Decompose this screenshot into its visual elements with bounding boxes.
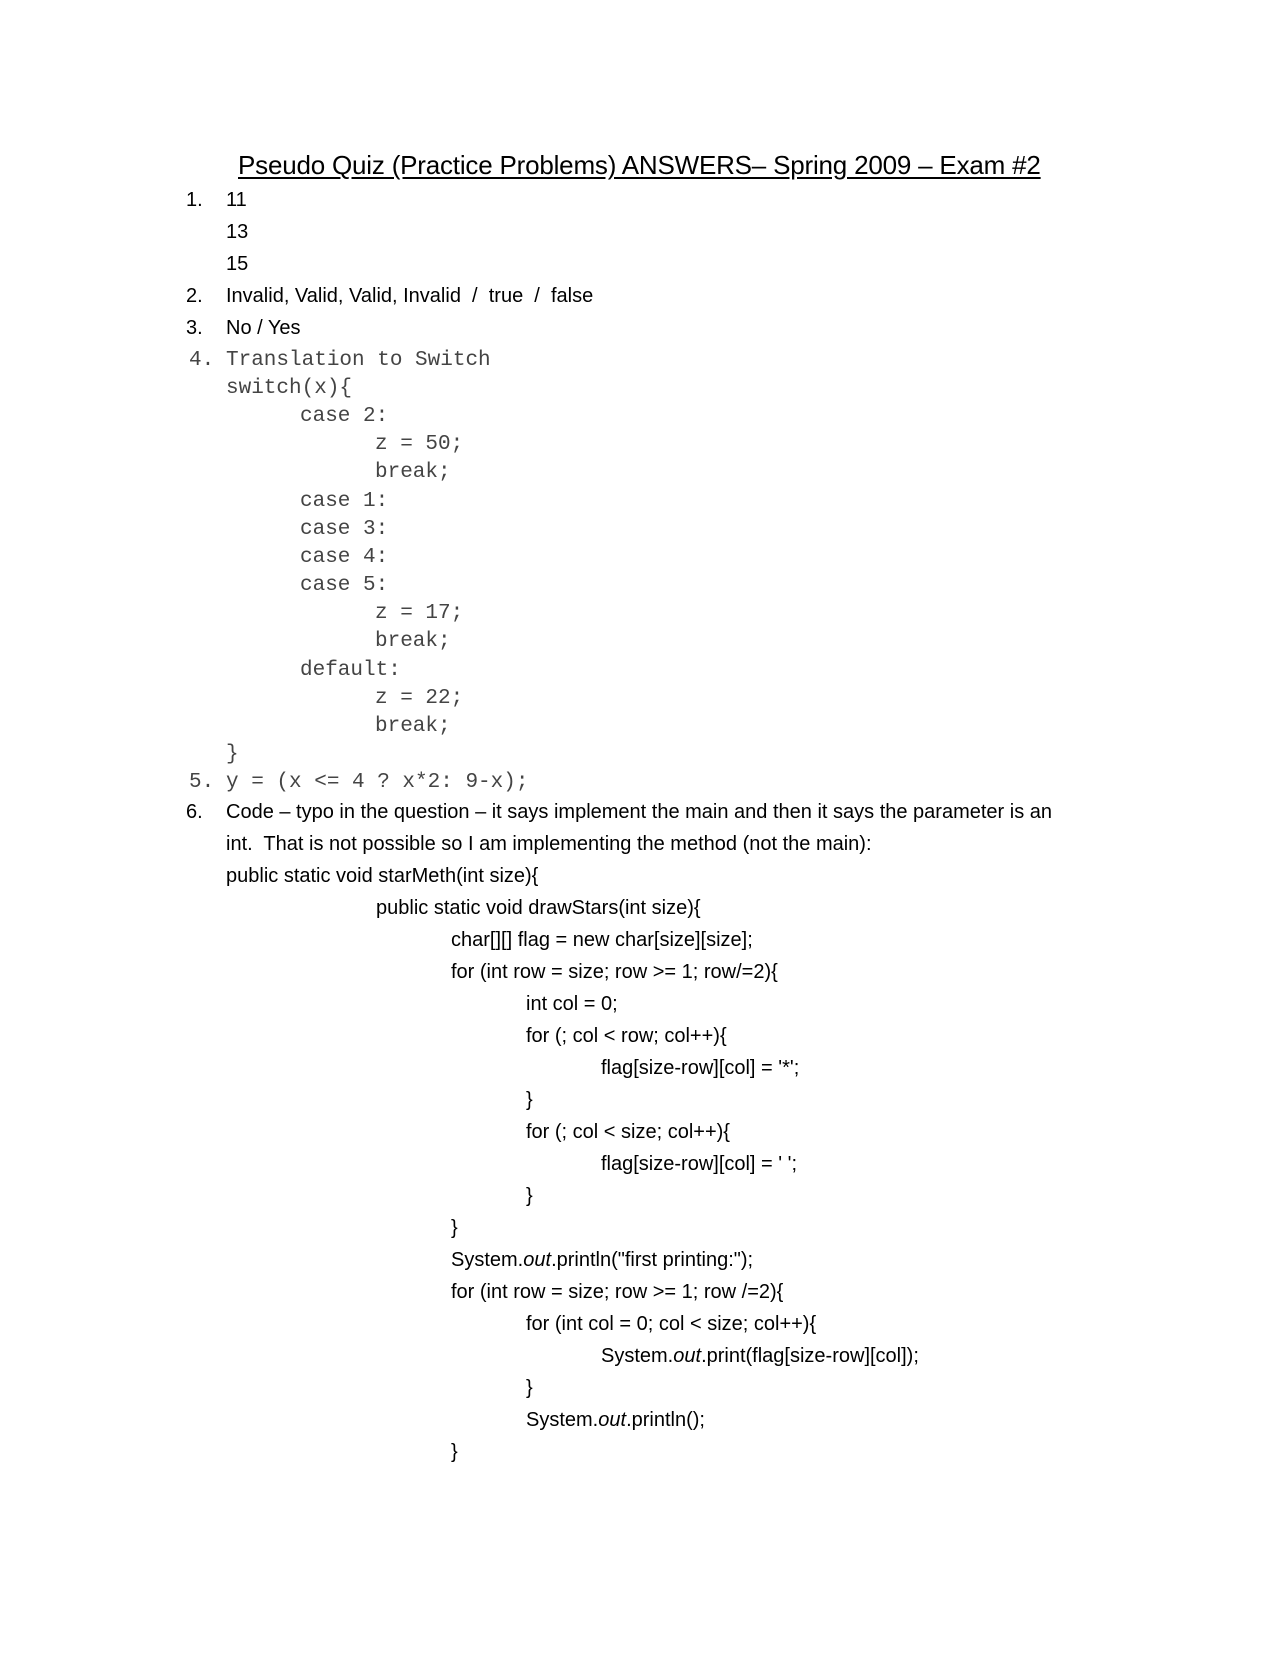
code-line: }	[451, 1217, 458, 1239]
code-line: break;	[375, 715, 451, 738]
code-line: }	[526, 1377, 533, 1399]
code-line: case 3:	[300, 518, 389, 541]
code-line: }	[226, 743, 239, 766]
code-line: }	[451, 1441, 458, 1463]
code-line	[451, 1250, 753, 1270]
code-line: case 1:	[300, 490, 389, 513]
q5-number: 5.	[189, 771, 215, 794]
q2-number: 2.	[186, 285, 203, 307]
code-text: .print(flag[size-row][col]);	[701, 1345, 919, 1367]
code-line: for (; col < row; col++){	[526, 1025, 727, 1047]
code-line: for (int row = size; row >= 1; row/=2){	[451, 961, 778, 983]
code-line: flag[size-row][col] = ' ';	[601, 1153, 798, 1175]
code-line: }	[526, 1185, 533, 1207]
code-line: switch(x){	[226, 377, 353, 400]
q6-intro-line: int. That is not possible so I am implementing the method (not the main):	[226, 833, 872, 855]
code-line: z = 50;	[375, 433, 464, 456]
code-text-italic: out	[673, 1345, 702, 1367]
q4-number: 4.	[189, 349, 215, 372]
code-line: default:	[300, 659, 401, 682]
code-line: char[][] flag = new char[size][size];	[451, 929, 753, 951]
q6-intro-line: Code – typo in the question – it says implement the main and then it says the parameter is an	[226, 801, 1053, 823]
code-line: flag[size-row][col] = '*';	[601, 1057, 800, 1079]
code-line: for (; col < size; col++){	[526, 1121, 730, 1143]
code-line: case 4:	[300, 546, 389, 569]
code-line: }	[526, 1089, 533, 1111]
code-text: System.	[601, 1345, 674, 1367]
code-text: System.	[451, 1249, 524, 1271]
code-line: break;	[375, 630, 451, 653]
q5-answer: y = (x <= 4 ? x*2: 9-x);	[226, 771, 529, 794]
q6-number: 6.	[186, 801, 203, 823]
code-text-italic: out	[598, 1409, 627, 1431]
q4-heading: Translation to Switch	[226, 349, 491, 372]
code-line: for (int col = 0; col < size; col++){	[526, 1313, 817, 1335]
code-line	[526, 1410, 705, 1430]
code-line: z = 17;	[375, 602, 464, 625]
code-line: z = 22;	[375, 687, 464, 710]
q1-number: 1.	[186, 189, 203, 211]
code-text: .println();	[626, 1409, 705, 1431]
q6-signature: public static void starMeth(int size){	[226, 865, 539, 887]
q2-answer: Invalid, Valid, Valid, Invalid / true / false	[226, 285, 594, 307]
code-line: for (int row = size; row >= 1; row /=2){	[451, 1281, 784, 1303]
q3-number: 3.	[186, 317, 203, 339]
code-line: public static void drawStars(int size){	[376, 897, 701, 919]
q1-answer-line: 13	[226, 221, 249, 243]
code-text: System.	[526, 1409, 599, 1431]
q1-answer-line: 15	[226, 253, 249, 275]
code-text-italic: out	[523, 1249, 552, 1271]
code-text: .println("first printing:");	[551, 1249, 754, 1271]
document-title: Pseudo Quiz (Practice Problems) ANSWERS– Spring 2009 – Exam #2	[238, 150, 1041, 180]
code-line: case 5:	[300, 574, 389, 597]
code-line	[601, 1346, 919, 1366]
q3-answer: No / Yes	[226, 317, 301, 339]
code-line: int col = 0;	[526, 993, 618, 1015]
q1-answer-line: 11	[226, 189, 247, 211]
code-line: break;	[375, 461, 451, 484]
code-line: case 2:	[300, 405, 389, 428]
